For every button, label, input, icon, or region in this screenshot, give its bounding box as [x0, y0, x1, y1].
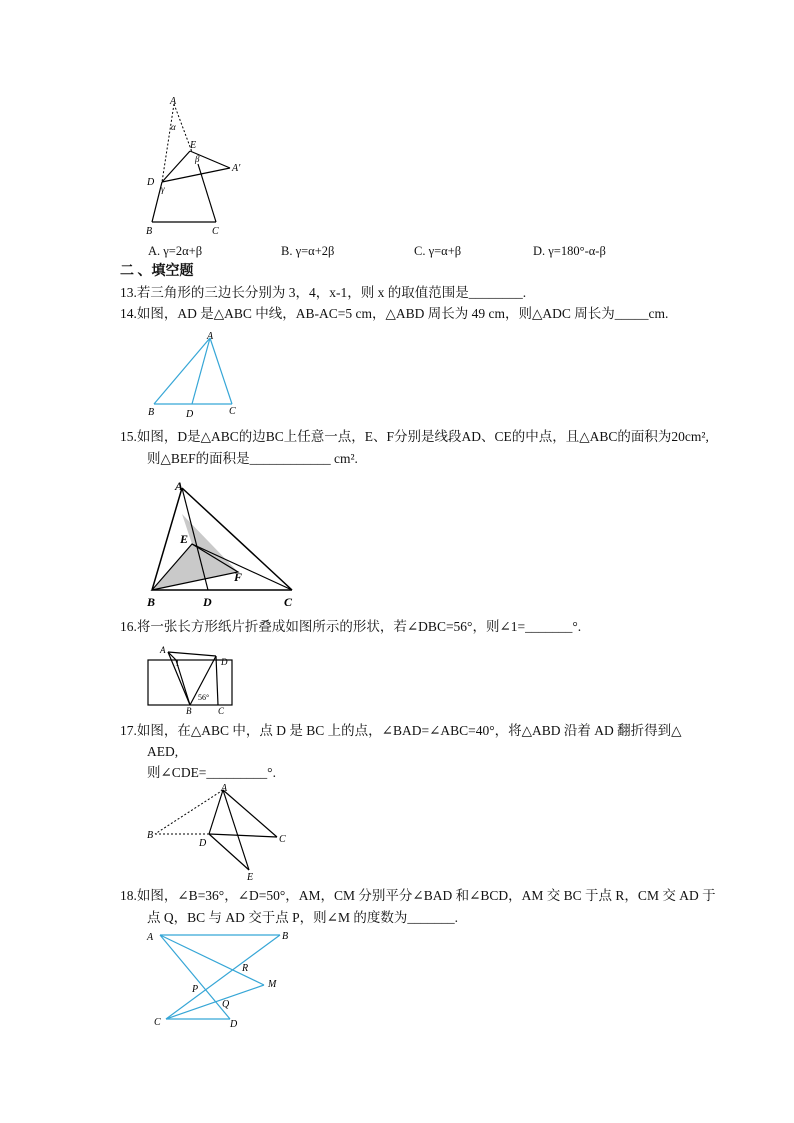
label-A: A [160, 645, 166, 655]
label-A: A [221, 783, 228, 794]
question-17-line2: AED, [147, 744, 179, 759]
label-A: A [175, 479, 184, 493]
figure-q15 [140, 476, 310, 611]
section-title: 二 、填空题 [120, 264, 194, 279]
label-B: B [148, 407, 155, 418]
question-17-line1: 17.如图，在△ABC 中，点 D 是 BC 上的点，∠BAD=∠ABC=40°，将△ABD 沿着 AD 翻折得到△ [120, 723, 682, 738]
label-1: 1 [175, 658, 180, 668]
question-17-line3: 则∠CDE=_________°. [147, 765, 276, 780]
question-15-line1: 15.如图，D是△ABC的边BC上任意一点，E、F分别是线段AD、CE的中点，且△ABC的面积为20cm², [120, 429, 709, 444]
label-B: B [186, 706, 192, 716]
label-beta: β [195, 154, 200, 164]
figure-q14 [144, 330, 244, 420]
label-C: C [279, 834, 286, 845]
option-a: A. γ=2α+β [148, 244, 203, 258]
label-D: D [186, 409, 194, 420]
label-B: B [282, 931, 289, 942]
label-D: D [221, 657, 228, 667]
figure-q17 [143, 780, 293, 882]
label-A: A [170, 96, 177, 107]
label-A: A [207, 331, 214, 342]
label-F: F [234, 570, 243, 584]
question-16: 16.将一张长方形纸片折叠成如图所示的形状，若∠DBC=56°，则∠1=_______°. [120, 619, 582, 634]
label-E: E [247, 872, 254, 882]
label-B: B [147, 830, 154, 841]
label-56: 56° [198, 693, 210, 702]
question-18-line2: 点 Q，BC 与 AD 交于点 P，则∠M 的度数为_______. [147, 910, 458, 925]
label-R: R [242, 963, 249, 974]
figure-q16 [142, 642, 242, 716]
label-A: A [147, 932, 154, 943]
label-D: D [203, 595, 212, 609]
label-M: M [268, 979, 277, 990]
label-Q: Q [222, 999, 230, 1010]
label-C: C [218, 706, 225, 716]
label-gamma: γ [161, 184, 165, 194]
label-D: D [147, 177, 155, 188]
label-C: C [154, 1017, 161, 1028]
question-18-line1: 18.如图，∠B=36°，∠D=50°，AM，CM 分别平分∠BAD 和∠BCD，AM 交 BC 于点 R，CM 交 AD 于 [120, 888, 716, 903]
label-A-prime: A′ [232, 163, 241, 174]
label-C: C [229, 406, 236, 417]
label-D: D [230, 1019, 238, 1030]
label-B: B [147, 595, 156, 609]
question-14: 14.如图，AD 是△ABC 中线，AB-AC=5 cm，△ABD 周长为 49 cm，则△ADC 周长为_____cm. [120, 306, 669, 321]
label-C: C [212, 226, 219, 237]
label-E: E [190, 140, 197, 151]
option-d: D. γ=180°-α-β [533, 244, 606, 258]
label-D: D [199, 838, 207, 849]
label-C: C [284, 595, 293, 609]
figure-q18 [142, 925, 302, 1033]
label-B: B [146, 226, 153, 237]
label-E: E [180, 532, 189, 546]
question-15-line2: 则△BEF的面积是____________ cm². [147, 451, 358, 466]
option-c: C. γ=α+β [414, 244, 462, 258]
label-alpha: α [171, 122, 176, 132]
label-P: P [192, 984, 199, 995]
question-13: 13.若三角形的三边长分别为 3，4，x-1，则 x 的取值范围是________. [120, 285, 527, 300]
figure-q12 [140, 94, 260, 239]
option-b: B. γ=α+2β [281, 244, 335, 258]
